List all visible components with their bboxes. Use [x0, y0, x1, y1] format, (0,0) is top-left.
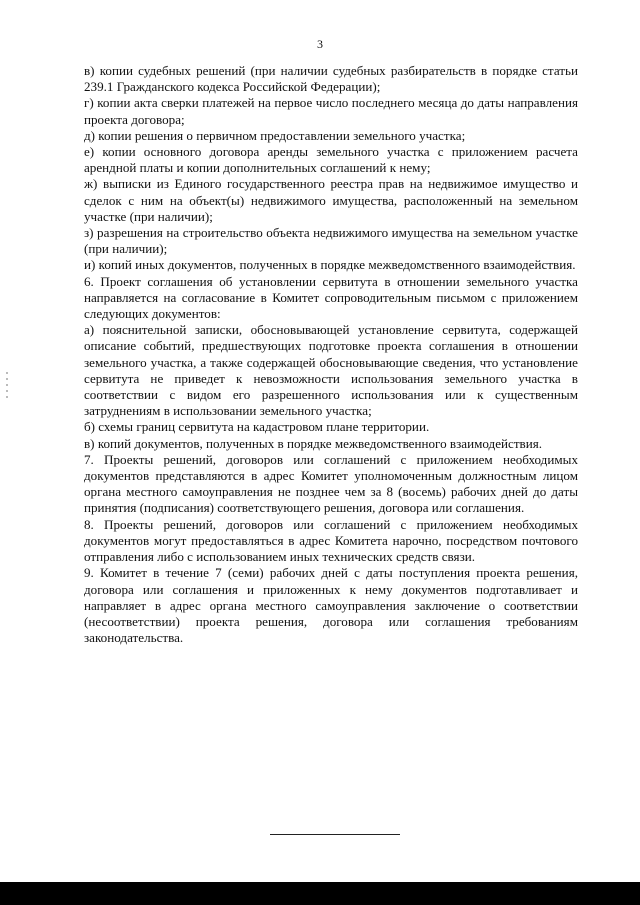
document-body	[84, 63, 578, 646]
scan-artifact	[6, 372, 8, 402]
scan-border	[0, 882, 640, 905]
page-number: 3	[317, 37, 323, 51]
item-v-court-decisions: в) копии судебных решений (при наличии судебных разбирательств в порядке статьи 239.1 Гражданского кодекса Российской Федерации);	[84, 63, 578, 95]
item-z-construction-permits: з) разрешения на строительство объекта недвижимого имущества на земельном участке (при наличии);	[84, 225, 578, 257]
item-e-lease-agreement: е) копии основного договора аренды земельного участка с приложением расчета арендной платы и копии дополнительных соглашений к нему;	[84, 144, 578, 176]
item-g-reconciliation-act: г) копии акта сверки платежей на первое число последнего месяца до даты направления проекта договора;	[84, 95, 578, 127]
clause-8: 8. Проекты решений, договоров или соглашений с приложением необходимых документов могут предоставляться в адрес Комитета нарочно, посредством почтового отправления либо с использованием иных технических средств связи.	[84, 516, 578, 565]
clause-6-item-v: в) копий документов, полученных в порядке межведомственного взаимодействия.	[84, 435, 543, 451]
clause-6-item-a: а) пояснительной записки, обосновывающей установление сервитута, содержащей описание событий, предшествующих подготовке проекта соглашения в отношении земельного участка, а также содержащей обосновывающие сведения, что установление сервитута не приведет к невозможности использования земельного участка в соответствии с видом его разрешенного использования или к существенным затруднениям в использовании земельного участка;	[84, 322, 578, 419]
clause-9: 9. Комитет в течение 7 (семи) рабочих дней с даты поступления проекта решения, договора или соглашения и приложенных к нему документов подготавливает и направляет в адрес органа местного самоуправления заключение о соответствии (несоответствии) проекта решения, договора или соглашения требованиям законодательства.	[84, 565, 578, 646]
clause-6-item-b: б) схемы границ сервитута на кадастровом плане территории.	[84, 419, 430, 435]
item-d-initial-grant: д) копии решения о первичном предоставлении земельного участка;	[84, 127, 466, 143]
item-zh-registry-extracts: ж) выписки из Единого государственного реестра прав на недвижимое имущество и сделок с ним на объект(ы) недвижимого имущества, расположенный на земельном участке (при наличии);	[84, 176, 578, 224]
clause-6: 6. Проект соглашения об установлении сервитута в отношении земельного участка направляется на согласование в Комитет сопроводительным письмом с приложением следующих документов:	[84, 273, 578, 322]
closing-rule	[270, 834, 400, 835]
clause-7: 7. Проекты решений, договоров или соглашений с приложением необходимых документов представляются в адрес Комитет уполномоченным должностным лицом органа местного самоуправления не позднее чем за 8 (восемь) рабочих дней до даты принятия (подписания) соответствующего решения, договора или соглашения.	[84, 451, 578, 516]
item-i-other-documents: и) копий иных документов, полученных в порядке межведомственного взаимодействия.	[84, 257, 576, 273]
